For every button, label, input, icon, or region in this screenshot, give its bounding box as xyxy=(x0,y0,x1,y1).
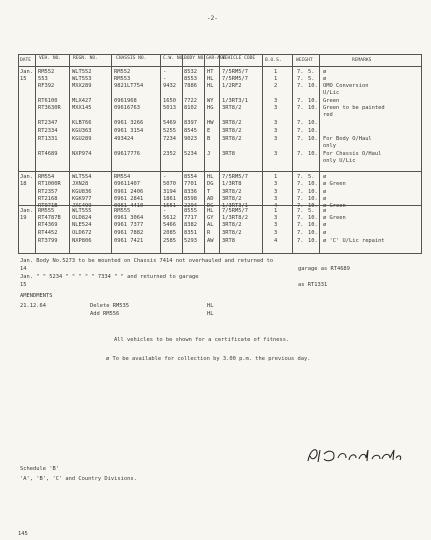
cell-cw-20: 5466 xyxy=(163,222,176,228)
cell-bos-17: 4 xyxy=(274,203,278,209)
header-weight: WEIGHT xyxy=(296,58,313,63)
cell-wt-18: 7. xyxy=(297,208,304,214)
cell-rem-10: only xyxy=(323,143,336,149)
cell-chassis-21: 0961 7882 xyxy=(114,230,144,236)
cell-regn-11: NXP974 xyxy=(72,151,92,157)
cell-rem-21: ø xyxy=(323,230,327,236)
cell-body-11: 5234 xyxy=(184,151,197,157)
cell-rem-3: U/Lic xyxy=(323,90,340,96)
cell-wt2-11: 10. xyxy=(308,151,318,157)
cell-gar-22: AW xyxy=(207,238,214,244)
cell-wt2-4: 10. xyxy=(308,98,318,104)
cell-wt2-2: 10. xyxy=(308,83,318,89)
cell-code-7: 3RT8/2 xyxy=(222,120,242,126)
cell-bos-11: 3 xyxy=(274,151,278,157)
cell-gar-17: DG xyxy=(207,203,214,209)
cell-gar-13: HL xyxy=(207,174,214,180)
cell-wt-2: 7. xyxy=(297,83,304,89)
cell-wt2-22: 10. xyxy=(308,238,318,244)
certificate-note: All vehicles to be shown for a certificate of fitness. xyxy=(114,337,290,343)
note-2-cont: as RT1331 xyxy=(298,282,328,288)
cell-wt-22: 7. xyxy=(297,238,304,244)
cell-body-0: 8532 xyxy=(184,69,197,75)
cell-code-16: 3RT8/2 xyxy=(222,196,242,202)
cell-rem-2: OMO Conversion xyxy=(323,83,369,89)
cell-body-22: 5293 xyxy=(184,238,197,244)
cell-code-14: 1/3RT8 xyxy=(222,181,242,187)
cell-bos-19: 3 xyxy=(274,215,278,221)
cell-chassis-20: 0961 7377 xyxy=(114,222,144,228)
cell-regn-5: MXX145 xyxy=(72,105,92,111)
cell-rem-15: ø xyxy=(323,189,327,195)
note-1-day: 14 xyxy=(20,266,27,272)
cell-chassis-18: RM555 xyxy=(114,208,131,214)
cell-veh-20: RT4369 xyxy=(38,222,58,228)
cell-bos-2: 2 xyxy=(274,83,278,89)
cell-bos-7: 3 xyxy=(274,120,278,126)
cell-body-1: 8553 xyxy=(184,76,197,82)
cell-code-17: 1/3RT3/1 xyxy=(222,203,248,209)
cell-chassis-14: 09611407 xyxy=(114,181,140,187)
cell-bos-5: 3 xyxy=(274,105,278,111)
cell-wt2-20: 10. xyxy=(308,222,318,228)
cell-veh-16: RT2168 xyxy=(38,196,58,202)
cell-code-8: 3RT8/2 xyxy=(222,128,242,134)
cell-gar-1: HL xyxy=(207,76,214,82)
cell-body-9: 9023 xyxy=(184,136,197,142)
amendment-delete: Delete RM535 xyxy=(90,303,129,309)
cell-rem-5: Green to be painted xyxy=(323,105,385,111)
cell-rem-20: ø xyxy=(323,222,327,228)
cell-veh-1: 553 xyxy=(38,76,48,82)
header-remarks: REMARKS xyxy=(352,58,372,63)
cell-rem-12: only U/Lic xyxy=(323,158,356,164)
signature xyxy=(304,444,404,468)
cell-cw-2: 9432 xyxy=(163,83,176,89)
cell-regn-18: WLT555 xyxy=(72,208,92,214)
cell-rem-14: ø Green xyxy=(323,181,346,187)
cell-code-15: 3RT8/2 xyxy=(222,189,242,195)
cell-date-18: Jan. xyxy=(20,208,33,214)
cell-cw-1: - xyxy=(163,76,167,82)
cell-regn-15: KGU836 xyxy=(72,189,92,195)
cell-code-21: 3RT8/2 xyxy=(222,230,242,236)
cell-cw-4: 1650 xyxy=(163,98,176,104)
cell-wt-1: 7. xyxy=(297,76,304,82)
cell-cw-13: - xyxy=(163,174,167,180)
cell-wt-5: 7. xyxy=(297,105,304,111)
cell-bos-8: 3 xyxy=(274,128,278,134)
cell-wt2-7: 10. xyxy=(308,120,318,126)
header-date: DATE xyxy=(20,58,32,63)
cell-veh-7: RT2347 xyxy=(38,120,58,126)
cell-veh-9: RT1331 xyxy=(38,136,58,142)
cell-wt2-9: 10. xyxy=(308,136,318,142)
cell-wt2-8: 10. xyxy=(308,128,318,134)
cell-date-0: Jan. xyxy=(20,69,33,75)
cell-chassis-16: 0961 2841 xyxy=(114,196,144,202)
cell-chassis-22: 0961 7421 xyxy=(114,238,144,244)
amendment-add: Add RM556 xyxy=(90,311,120,317)
header-cw: C.W. NO. xyxy=(163,56,186,61)
cell-wt-8: 7. xyxy=(297,128,304,134)
cell-cw-22: 2585 xyxy=(163,238,176,244)
cell-chassis-0: RM552 xyxy=(114,69,131,75)
cell-code-13: 7/5RM5/7 xyxy=(222,174,248,180)
cell-wt-14: 7. xyxy=(297,181,304,187)
cell-wt2-15: 10. xyxy=(308,189,318,195)
cell-wt2-19: 10. xyxy=(308,215,318,221)
cell-cw-7: 5469 xyxy=(163,120,176,126)
cell-chassis-17: 0961 4410 xyxy=(114,203,144,209)
cell-rem-1: ø xyxy=(323,76,327,82)
note-1-cont: garage as RT4689 xyxy=(298,266,350,272)
cell-veh-17: RT971B xyxy=(38,203,58,209)
cell-regn-19: OLD824 xyxy=(72,215,92,221)
cell-gar-20: AL xyxy=(207,222,214,228)
cell-rem-11: For Chassis O/Haul xyxy=(323,151,382,157)
cell-chassis-13: RM554 xyxy=(114,174,131,180)
cell-rem-6: red xyxy=(323,112,333,118)
cell-wt2-1: 5. xyxy=(308,76,315,82)
header-chassis: CHASSIS NO. xyxy=(116,56,147,61)
cell-code-9: 3RT8/2 xyxy=(222,136,242,142)
cell-veh-2: RF392 xyxy=(38,83,55,89)
cell-cw-14: 5070 xyxy=(163,181,176,187)
cell-regn-1: WLT553 xyxy=(72,76,92,82)
amendment-delete-garage: HL xyxy=(207,303,214,309)
cell-gar-2: HL xyxy=(207,83,214,89)
header-bos: B.O.S. xyxy=(265,58,282,63)
cell-wt-19: 7. xyxy=(297,215,304,221)
cell-cw-11: 2352 xyxy=(163,151,176,157)
cell-date-14: 18 xyxy=(20,181,27,187)
cell-code-5: 3RT8/2 xyxy=(222,105,242,111)
cell-gar-8: E xyxy=(207,128,211,134)
cell-veh-0: RM552 xyxy=(38,69,55,75)
cell-veh-4: RT6100 xyxy=(38,98,58,104)
cell-wt2-0: 5. xyxy=(308,69,315,75)
cell-wt2-16: 10. xyxy=(308,196,318,202)
cell-rem-22: ø 'C' U/Lic repaint xyxy=(323,238,385,244)
cell-gar-4: WY xyxy=(207,98,214,104)
cell-veh-5: RT3630R xyxy=(38,105,61,111)
cell-veh-14: RT1000R xyxy=(38,181,61,187)
cell-chassis-11: 09617776 xyxy=(114,151,140,157)
cell-chassis-9: 493424 xyxy=(114,136,134,142)
cell-body-18: 8555 xyxy=(184,208,197,214)
header-vehicle-code: VEHICLE CODE xyxy=(222,56,256,61)
cell-veh-19: RT4787B xyxy=(38,215,61,221)
cell-regn-20: NLE524 xyxy=(72,222,92,228)
cell-chassis-1: RM553 xyxy=(114,76,131,82)
cell-cw-0: - xyxy=(163,69,167,75)
note-2-day: 15 xyxy=(20,282,27,288)
cell-gar-0: HT xyxy=(207,69,214,75)
cell-rem-13: ø xyxy=(323,174,327,180)
cell-body-5: 8102 xyxy=(184,105,197,111)
cell-rem-16: ø xyxy=(323,196,327,202)
cell-chassis-7: 0961 3266 xyxy=(114,120,144,126)
cell-chassis-8: 0961 3154 xyxy=(114,128,144,134)
cell-veh-13: RM554 xyxy=(38,174,55,180)
cell-wt-15: 7. xyxy=(297,189,304,195)
cell-body-17: 2294 xyxy=(184,203,197,209)
amendment-add-garage: HL xyxy=(207,311,214,317)
cell-regn-16: KGK977 xyxy=(72,196,92,202)
cell-body-19: 7717 xyxy=(184,215,197,221)
amendments-title: AMENDMENTS xyxy=(20,293,53,299)
cell-wt-21: 7. xyxy=(297,230,304,236)
note-2: Jan. " " 5234 " " " " " 7334 " " and returned to garage xyxy=(20,274,199,280)
cell-date-13: Jan. xyxy=(20,174,33,180)
schedule-table xyxy=(18,54,422,254)
cell-bos-0: 1 xyxy=(274,69,278,75)
cell-body-13: 8554 xyxy=(184,174,197,180)
page-number: -2- xyxy=(207,15,218,22)
cell-code-11: 3RT8 xyxy=(222,151,235,157)
cell-wt-11: 7. xyxy=(297,151,304,157)
cell-cw-5: 5013 xyxy=(163,105,176,111)
header-body: BODY NO. xyxy=(184,56,207,61)
cell-wt-0: 7. xyxy=(297,69,304,75)
cell-wt-20: 7. xyxy=(297,222,304,228)
cell-gar-9: B xyxy=(207,136,211,142)
cell-wt-7: 7. xyxy=(297,120,304,126)
cell-cw-9: 7234 xyxy=(163,136,176,142)
cell-bos-21: 3 xyxy=(274,230,278,236)
cell-gar-11: J xyxy=(207,151,211,157)
cell-code-20: 3RT8/2 xyxy=(222,222,242,228)
cell-cw-19: 5612 xyxy=(163,215,176,221)
cell-wt2-14: 10. xyxy=(308,181,318,187)
cell-wt-17: 7. xyxy=(297,203,304,209)
cell-date-1: 15 xyxy=(20,76,27,82)
cell-regn-13: WLT554 xyxy=(72,174,92,180)
cell-bos-22: 4 xyxy=(274,238,278,244)
cell-chassis-5: 09616763 xyxy=(114,105,140,111)
cell-rem-9: For Body O/Haul xyxy=(323,136,372,142)
cell-body-14: 7701 xyxy=(184,181,197,187)
cell-body-4: 7722 xyxy=(184,98,197,104)
amendments-date: 21.12.64 xyxy=(20,303,46,309)
header-garage: GAR-AGE xyxy=(206,56,226,61)
cell-date-19: 19 xyxy=(20,215,27,221)
cell-gar-7: HW xyxy=(207,120,214,126)
cell-regn-17: JXC499 xyxy=(72,203,92,209)
cell-code-19: 1/3RT8/2 xyxy=(222,215,248,221)
cell-body-2: 7886 xyxy=(184,83,197,89)
cell-regn-4: MLX427 xyxy=(72,98,92,104)
cell-regn-22: NXP806 xyxy=(72,238,92,244)
cell-regn-14: JXN28 xyxy=(72,181,89,187)
cell-chassis-15: 0961 2406 xyxy=(114,189,144,195)
header-regn: REGN. NO. xyxy=(73,56,98,61)
collection-note: ø To be available for collection by 3.00 p.m. the previous day. xyxy=(106,356,311,362)
cell-rem-17: ø Green xyxy=(323,203,346,209)
cell-gar-14: DG xyxy=(207,181,214,187)
cell-veh-18: RM555 xyxy=(38,208,55,214)
cell-cw-16: 1861 xyxy=(163,196,176,202)
cell-bos-14: 3 xyxy=(274,181,278,187)
cell-body-20: 8382 xyxy=(184,222,197,228)
cell-rem-4: Green xyxy=(323,98,340,104)
cell-bos-16: 3 xyxy=(274,196,278,202)
cell-veh-8: RT2334 xyxy=(38,128,58,134)
cell-code-2: 1/2RF2 xyxy=(222,83,242,89)
cell-regn-21: OLD672 xyxy=(72,230,92,236)
cell-wt-4: 7. xyxy=(297,98,304,104)
cell-bos-18: 1 xyxy=(274,208,278,214)
cell-regn-8: KGU363 xyxy=(72,128,92,134)
cell-bos-20: 3 xyxy=(274,222,278,228)
cell-body-16: 8598 xyxy=(184,196,197,202)
cell-wt2-21: 10. xyxy=(308,230,318,236)
cell-wt2-18: 5. xyxy=(308,208,315,214)
cell-bos-15: 3 xyxy=(274,189,278,195)
cell-regn-2: MXX289 xyxy=(72,83,92,89)
cell-gar-21: R xyxy=(207,230,211,236)
cell-wt-9: 7. xyxy=(297,136,304,142)
cell-wt-16: 7. xyxy=(297,196,304,202)
cell-rem-19: ø Green xyxy=(323,215,346,221)
cell-gar-5: HG xyxy=(207,105,214,111)
cell-bos-9: 3 xyxy=(274,136,278,142)
cell-wt2-17: 10. xyxy=(308,203,318,209)
cell-body-15: 8336 xyxy=(184,189,197,195)
cell-rem-18: ø xyxy=(323,208,327,214)
cell-code-22: 3RT8 xyxy=(222,238,235,244)
cell-body-7: 8397 xyxy=(184,120,197,126)
cell-wt2-13: 5. xyxy=(308,174,315,180)
cell-regn-9: KGU289 xyxy=(72,136,92,142)
cell-gar-19: GY xyxy=(207,215,214,221)
cell-chassis-19: 0961 3064 xyxy=(114,215,144,221)
cell-wt2-5: 10. xyxy=(308,105,318,111)
cell-body-21: 8351 xyxy=(184,230,197,236)
cell-veh-21: RT4452 xyxy=(38,230,58,236)
cell-chassis-2: 9821LT754 xyxy=(114,83,144,89)
schedule-label: Schedule 'B' xyxy=(20,466,59,472)
cell-rem-0: ø xyxy=(323,69,327,75)
cell-code-0: 7/5RM5/7 xyxy=(222,69,248,75)
page-reference: 145 xyxy=(18,531,28,537)
cell-veh-11: RT4689 xyxy=(38,151,58,157)
note-1: Jan. Body No.5273 to be mounted on Chassis 7414 not overhauled and returned to xyxy=(20,258,274,264)
cell-gar-15: T xyxy=(207,189,211,195)
cell-chassis-4: 0961968 xyxy=(114,98,137,104)
cell-bos-4: 3 xyxy=(274,98,278,104)
cell-cw-17: 1551 xyxy=(163,203,176,209)
cell-code-18: 7/5RM5/7 xyxy=(222,208,248,214)
divisions-label: 'A', 'B', 'C' and Country Divisions. xyxy=(20,476,137,482)
cell-veh-15: RT2357 xyxy=(38,189,58,195)
cell-bos-13: 1 xyxy=(274,174,278,180)
cell-regn-7: KLB766 xyxy=(72,120,92,126)
cell-gar-16: AD xyxy=(207,196,214,202)
cell-code-4: 1/3RT3/1 xyxy=(222,98,248,104)
cell-body-8: 8545 xyxy=(184,128,197,134)
cell-cw-21: 2085 xyxy=(163,230,176,236)
cell-gar-18: HL xyxy=(207,208,214,214)
cell-regn-0: WLT552 xyxy=(72,69,92,75)
cell-cw-15: 3194 xyxy=(163,189,176,195)
cell-wt-13: 7. xyxy=(297,174,304,180)
cell-code-1: 7/5RM5/7 xyxy=(222,76,248,82)
cell-cw-18: - xyxy=(163,208,167,214)
cell-veh-22: RT3799 xyxy=(38,238,58,244)
cell-bos-1: 1 xyxy=(274,76,278,82)
header-veh: VEH. NO. xyxy=(39,56,62,61)
cell-cw-8: 5255 xyxy=(163,128,176,134)
